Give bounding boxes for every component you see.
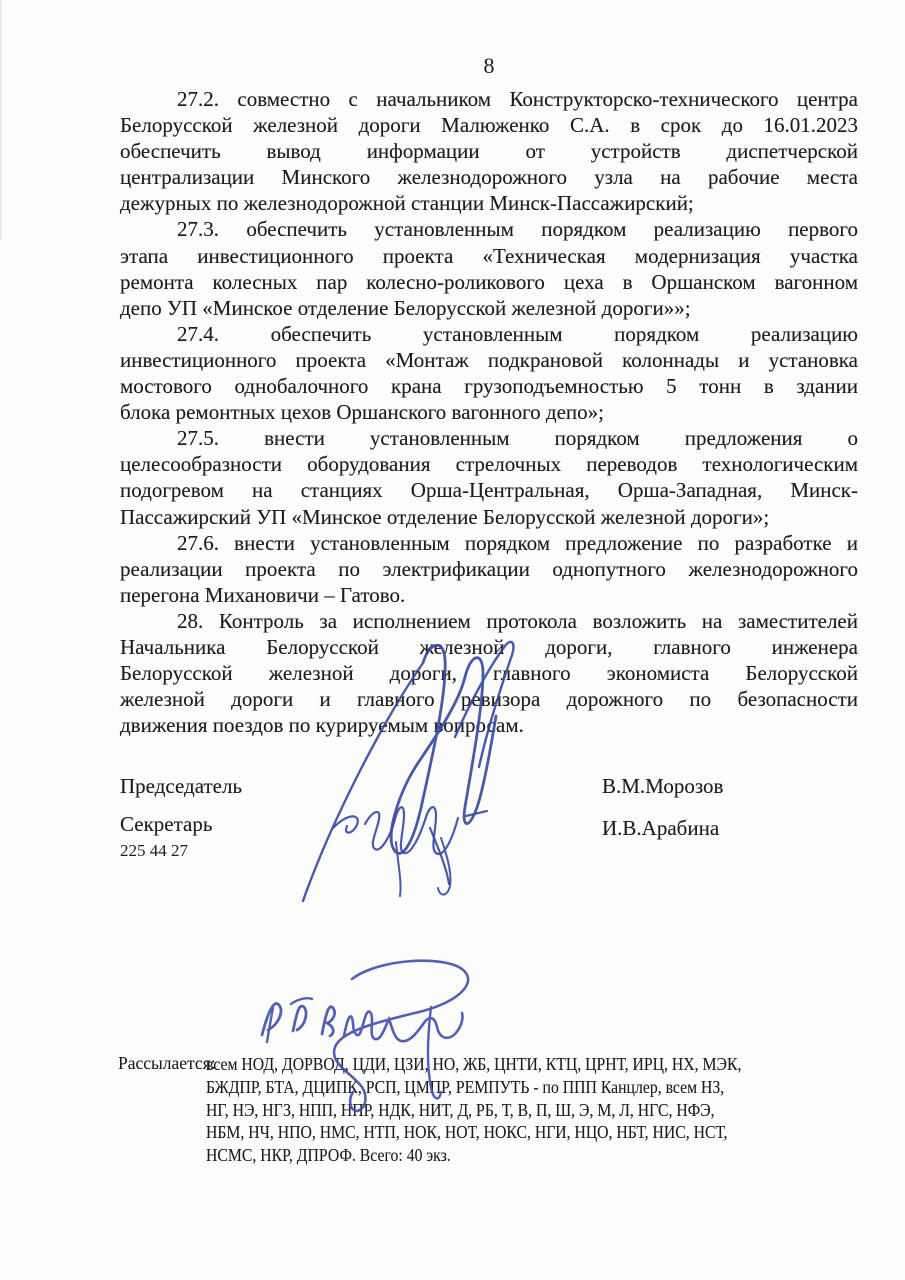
distribution-line: НСМС, НКР, ДПРОФ. Всего: 40 экз. [206, 1145, 451, 1166]
chairman-name: В.М.Морозов [602, 774, 724, 798]
paragraph-line: централизации Минского железнодорожного узла на рабочие места [120, 165, 858, 190]
paragraph-line: подогревом на станциях Орша-Центральная, Орша-Западная, Минск- [120, 478, 858, 503]
chairman-label: Председатель [120, 774, 243, 798]
paragraph-line: дежурных по железнодорожной станции Минск-Пассажирский; [120, 191, 694, 216]
distribution-lines [206, 1053, 905, 1167]
paragraph-line: 27.2. совместно с начальником Конструкторско-технического центра [177, 87, 858, 111]
paragraph-line: 27.6. внести установленным порядком предложение по разработке и [177, 530, 858, 555]
paragraph-line: этапа инвестиционного проекта «Техническая модернизация участка [120, 243, 858, 268]
secretary-name: И.В.Арабина [602, 816, 720, 840]
paragraph-line: ремонта колесных пар колесно-роликового цеха в Оршанском вагонном [120, 269, 858, 294]
paragraph-line: мостового однобалочного крана грузоподъемностью 5 тонн в здании [120, 374, 858, 399]
paragraph-line: движения поездов по курируемым вопросам. [120, 713, 524, 738]
paragraph-line: инвестиционного проекта «Монтаж подкрановой колоннады и установка [120, 347, 858, 372]
distribution-line: БЖДПР, БТА, ДЦИПК, РСП, ЦМПР, РЕМПУТЬ - по ППП Канцлер, всем НЗ, [206, 1076, 725, 1097]
paragraph-line: Пассажирский УП «Минское отделение Белорусской железной дороги»; [120, 504, 770, 529]
paragraph-line: железной дороги и главного ревизора дорожного по безопасности [120, 687, 858, 712]
paragraph-line: целесообразности оборудования стрелочных переводов технологическим [120, 452, 858, 477]
paragraph-27-4 [120, 321, 858, 425]
paragraph-27-5 [120, 425, 858, 529]
secretary-phone: 225 44 27 [120, 841, 188, 860]
distribution-line: НГ, НЭ, НГЗ, НПП, НПР, НДК, НИТ, Д, РБ, Т, В, П, Ш, Э, М, Л, НГС, НФЭ, [206, 1099, 715, 1120]
document-body [120, 86, 858, 738]
paragraph-27-3 [120, 216, 858, 320]
paragraph-line: Белорусской железной дороги, главного экономиста Белорусской [120, 661, 858, 686]
paragraph-line: 27.3. обеспечить установленным порядком реализацию первого [177, 217, 858, 242]
paragraph-line: блока ремонтных цехов Оршанского вагонного депо»; [120, 400, 605, 425]
paragraph-27-6 [120, 530, 858, 608]
paragraph-line: Начальника Белорусской железной дороги, главного инженера [120, 634, 858, 659]
paragraph-line: 27.5. внести установленным порядком предложения о [177, 426, 858, 451]
secretary-label: Секретарь [120, 812, 213, 836]
paragraph-27-2 [120, 86, 858, 216]
secretary-signature-ink [333, 807, 487, 894]
paragraph-28 [120, 608, 858, 738]
paragraph-line: реализации проекта по электрификации однопутного железнодорожного [120, 556, 858, 581]
page-number: 8 [483, 53, 495, 78]
distribution-line: НБМ, НЧ, НПО, НМС, НТП, НОК, НОТ, НОКС, НГИ, НЦО, НБТ, НИС, НСТ, [206, 1122, 728, 1143]
paragraph-line: 28. Контроль за исполнением протокола возложить на заместителей [177, 608, 858, 633]
paragraph-line: обеспечить вывод информации от устройств диспетчерской [120, 139, 858, 164]
paragraph-line: Белорусской железной дороги Малюженко С.А. в срок до 16.01.2023 [120, 113, 858, 138]
paragraph-line: 27.4. обеспечить установленным порядком реализацию [177, 321, 858, 346]
scan-edge-artifact [0, 0, 2, 240]
distribution-line: всем НОД, ДОРВОД, ЦДИ, ЦЗИ, НО, ЖБ, ЦНТИ, КТЦ, ЦРНТ, ИРЦ, НХ, МЭК, [206, 1054, 742, 1074]
paragraph-line: депо УП «Минское отделение Белорусской железной дороги»»; [120, 295, 691, 320]
paragraph-line: перегона Михановичи – Гатово. [120, 582, 406, 607]
distribution-label: Рассылается: [118, 1053, 216, 1073]
